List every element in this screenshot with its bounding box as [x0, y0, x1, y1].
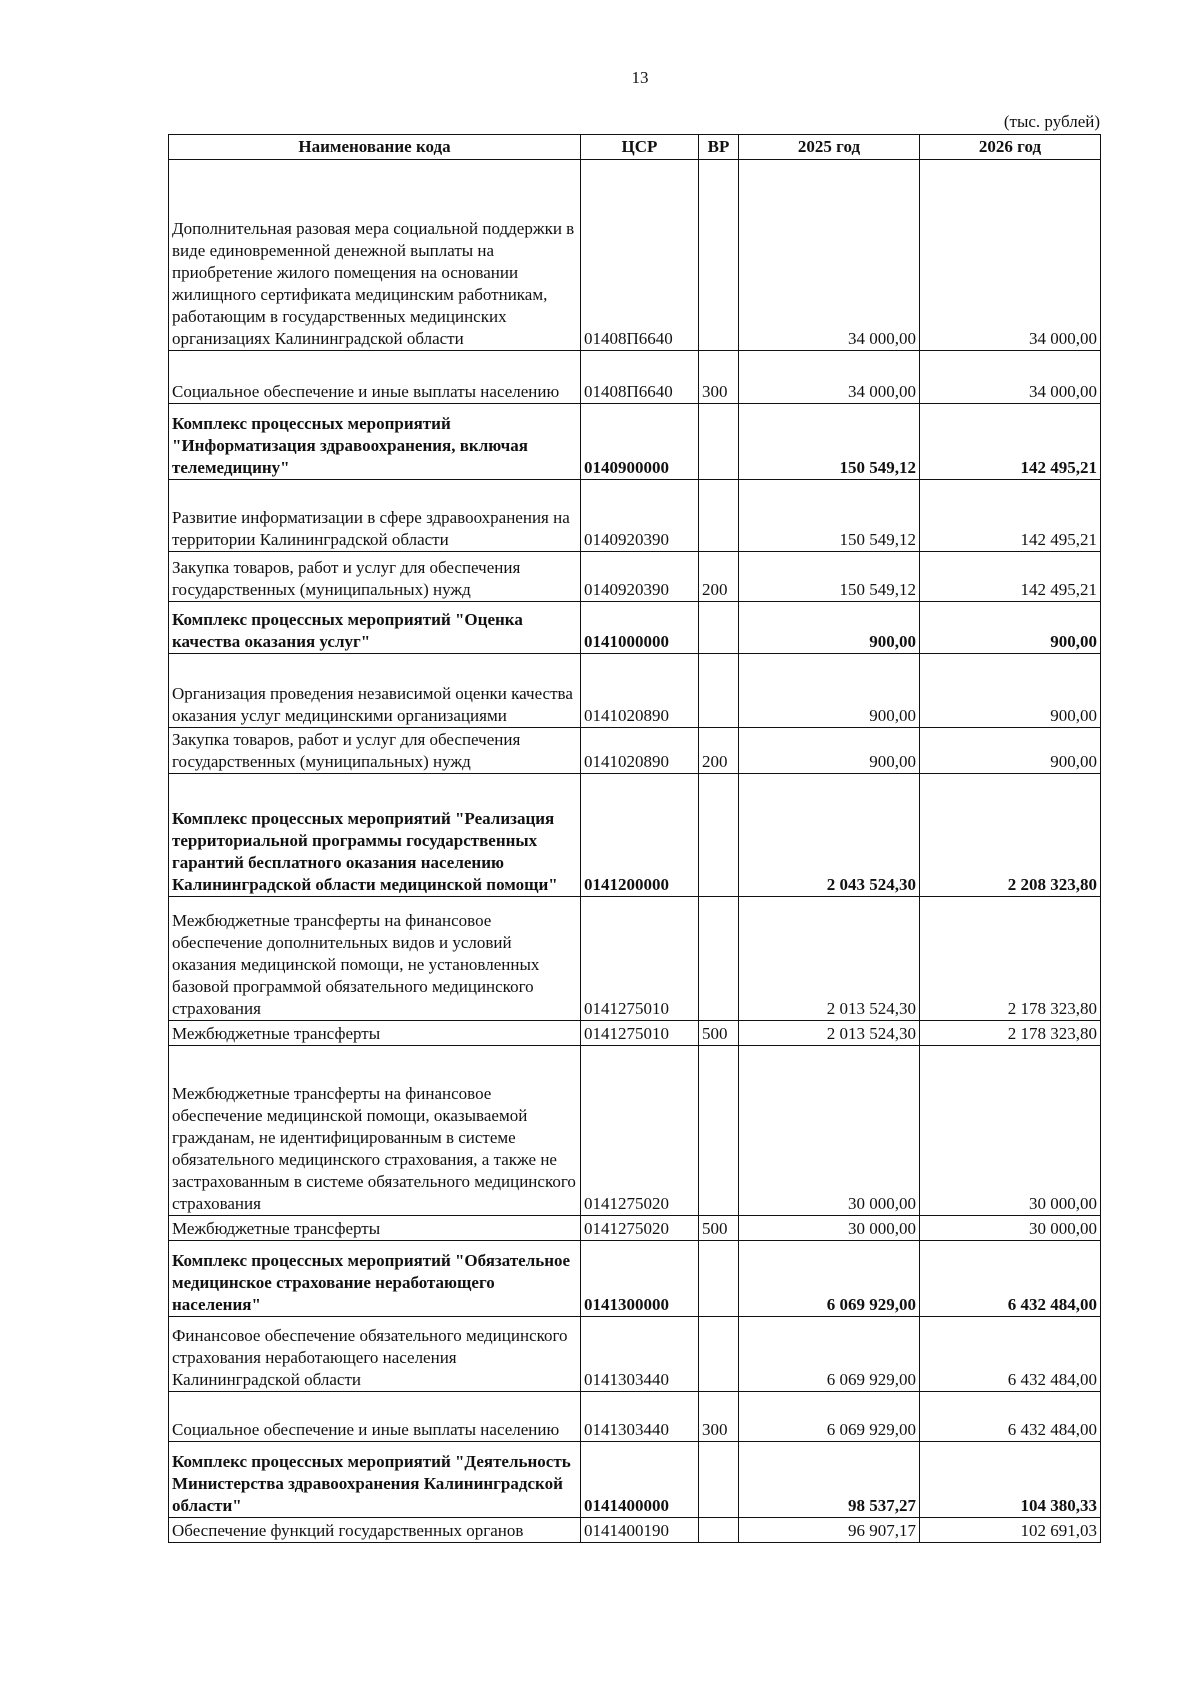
row-csr: 0141000000 — [581, 602, 699, 654]
row-vr — [699, 160, 739, 351]
row-2026: 6 432 484,00 — [920, 1241, 1101, 1317]
row-2025: 900,00 — [739, 654, 920, 728]
row-name: Межбюджетные трансферты — [169, 1216, 581, 1241]
row-name: Организация проведения независимой оценки качества оказания услуг медицинскими организациями — [169, 654, 581, 728]
row-2026: 6 432 484,00 — [920, 1392, 1101, 1442]
row-2025: 900,00 — [739, 602, 920, 654]
row-csr: 0140900000 — [581, 404, 699, 480]
row-name: Комплекс процессных мероприятий "Обязательное медицинское страхование неработающего населения" — [169, 1241, 581, 1317]
table-row — [169, 1392, 1101, 1442]
row-csr: 0141303440 — [581, 1392, 699, 1442]
table-row — [169, 480, 1101, 552]
row-2026: 142 495,21 — [920, 480, 1101, 552]
row-2025: 34 000,00 — [739, 351, 920, 404]
row-vr — [699, 897, 739, 1021]
row-2025: 2 043 524,30 — [739, 774, 920, 897]
row-csr: 0141303440 — [581, 1317, 699, 1392]
table-row — [169, 1241, 1101, 1317]
row-2026: 900,00 — [920, 602, 1101, 654]
row-name: Дополнительная разовая мера социальной поддержки в виде единовременной денежной выплаты на приобретение жилого помещения на основании жилищного сертификата медицинским работникам, работающим в государственных медицинских организациях Калининградской области — [169, 160, 581, 351]
row-name: Комплекс процессных мероприятий "Реализация территориальной программы государственных гарантий бесплатного оказания населению Калининградской области медицинской помощи" — [169, 774, 581, 897]
row-csr: 01408П6640 — [581, 351, 699, 404]
row-name: Комплекс процессных мероприятий "Информатизация здравоохранения, включая телемедицину" — [169, 404, 581, 480]
header-csr: ЦСР — [581, 135, 699, 160]
header-name: Наименование кода — [169, 135, 581, 160]
row-2025: 6 069 929,00 — [739, 1317, 920, 1392]
table-header-row — [169, 135, 1101, 160]
row-vr: 300 — [699, 1392, 739, 1442]
row-2026: 30 000,00 — [920, 1216, 1101, 1241]
row-name: Закупка товаров, работ и услуг для обеспечения государственных (муниципальных) нужд — [169, 552, 581, 602]
row-vr — [699, 1442, 739, 1518]
table-row — [169, 1216, 1101, 1241]
row-2026: 34 000,00 — [920, 160, 1101, 351]
table-row — [169, 1046, 1101, 1216]
row-2026: 900,00 — [920, 728, 1101, 774]
row-vr — [699, 602, 739, 654]
table-row — [169, 1518, 1101, 1543]
row-2025: 900,00 — [739, 728, 920, 774]
row-vr — [699, 480, 739, 552]
row-2025: 6 069 929,00 — [739, 1392, 920, 1442]
row-csr: 0141400000 — [581, 1442, 699, 1518]
row-2025: 150 549,12 — [739, 404, 920, 480]
row-name: Развитие информатизации в сфере здравоохранения на территории Калининградской области — [169, 480, 581, 552]
unit-label: (тыс. рублей) — [1003, 112, 1100, 131]
row-2025: 98 537,27 — [739, 1442, 920, 1518]
table-row — [169, 404, 1101, 480]
row-2025: 30 000,00 — [739, 1216, 920, 1241]
row-csr: 0141300000 — [581, 1241, 699, 1317]
row-vr — [699, 1317, 739, 1392]
row-name: Социальное обеспечение и иные выплаты населению — [169, 1392, 581, 1442]
row-vr — [699, 774, 739, 897]
row-vr: 200 — [699, 552, 739, 602]
table-row — [169, 1021, 1101, 1046]
row-vr — [699, 654, 739, 728]
header-2026: 2026 год — [920, 135, 1101, 160]
row-csr: 0141200000 — [581, 774, 699, 897]
table-row — [169, 1317, 1101, 1392]
row-csr: 0141275020 — [581, 1046, 699, 1216]
row-name: Межбюджетные трансферты на финансовое обеспечение медицинской помощи, оказываемой гражданам, не идентифицированным в системе обязательного медицинского страхования, а также не застрахованным в системе обязательного медицинского страхования — [169, 1046, 581, 1216]
row-csr: 0141400190 — [581, 1518, 699, 1543]
row-2025: 2 013 524,30 — [739, 1021, 920, 1046]
row-vr — [699, 404, 739, 480]
row-2025: 96 907,17 — [739, 1518, 920, 1543]
row-2026: 142 495,21 — [920, 404, 1101, 480]
row-csr: 0140920390 — [581, 552, 699, 602]
table-row — [169, 654, 1101, 728]
row-2026: 2 178 323,80 — [920, 897, 1101, 1021]
row-2026: 900,00 — [920, 654, 1101, 728]
row-name: Обеспечение функций государственных органов — [169, 1518, 581, 1543]
row-2026: 30 000,00 — [920, 1046, 1101, 1216]
row-2026: 104 380,33 — [920, 1442, 1101, 1518]
row-name: Закупка товаров, работ и услуг для обеспечения государственных (муниципальных) нужд — [169, 728, 581, 774]
row-csr: 0141020890 — [581, 654, 699, 728]
row-csr: 0141275020 — [581, 1216, 699, 1241]
table-row — [169, 160, 1101, 351]
header-vr: ВР — [699, 135, 739, 160]
row-2026: 34 000,00 — [920, 351, 1101, 404]
row-2025: 30 000,00 — [739, 1046, 920, 1216]
row-2025: 34 000,00 — [739, 160, 920, 351]
row-2026: 2 208 323,80 — [920, 774, 1101, 897]
row-2025: 2 013 524,30 — [739, 897, 920, 1021]
row-vr: 500 — [699, 1216, 739, 1241]
row-name: Социальное обеспечение и иные выплаты населению — [169, 351, 581, 404]
row-name: Межбюджетные трансферты — [169, 1021, 581, 1046]
row-csr: 0141275010 — [581, 1021, 699, 1046]
table-row — [169, 1442, 1101, 1518]
row-2025: 150 549,12 — [739, 552, 920, 602]
row-vr: 300 — [699, 351, 739, 404]
row-csr: 01408П6640 — [581, 160, 699, 351]
row-2025: 150 549,12 — [739, 480, 920, 552]
row-csr: 0140920390 — [581, 480, 699, 552]
table-row — [169, 602, 1101, 654]
row-2026: 102 691,03 — [920, 1518, 1101, 1543]
row-name: Финансовое обеспечение обязательного медицинского страхования неработающего населения Калининградской области — [169, 1317, 581, 1392]
row-name: Комплекс процессных мероприятий "Деятельность Министерства здравоохранения Калининградской области" — [169, 1442, 581, 1518]
row-2026: 2 178 323,80 — [920, 1021, 1101, 1046]
row-vr — [699, 1046, 739, 1216]
table-row — [169, 774, 1101, 897]
row-2026: 6 432 484,00 — [920, 1317, 1101, 1392]
row-vr — [699, 1518, 739, 1543]
table-row — [169, 552, 1101, 602]
row-name: Межбюджетные трансферты на финансовое обеспечение дополнительных видов и условий оказания медицинской помощи, не установленных базовой программой обязательного медицинского страхования — [169, 897, 581, 1021]
table-row — [169, 728, 1101, 774]
row-vr — [699, 1241, 739, 1317]
row-csr: 0141020890 — [581, 728, 699, 774]
table-row — [169, 351, 1101, 404]
row-csr: 0141275010 — [581, 897, 699, 1021]
header-2025: 2025 год — [739, 135, 920, 160]
row-name: Комплекс процессных мероприятий "Оценка качества оказания услуг" — [169, 602, 581, 654]
row-vr: 200 — [699, 728, 739, 774]
budget-table — [168, 134, 1101, 1543]
page-number: 13 — [631, 68, 649, 87]
table-row — [169, 897, 1101, 1021]
row-2026: 142 495,21 — [920, 552, 1101, 602]
row-vr: 500 — [699, 1021, 739, 1046]
row-2025: 6 069 929,00 — [739, 1241, 920, 1317]
